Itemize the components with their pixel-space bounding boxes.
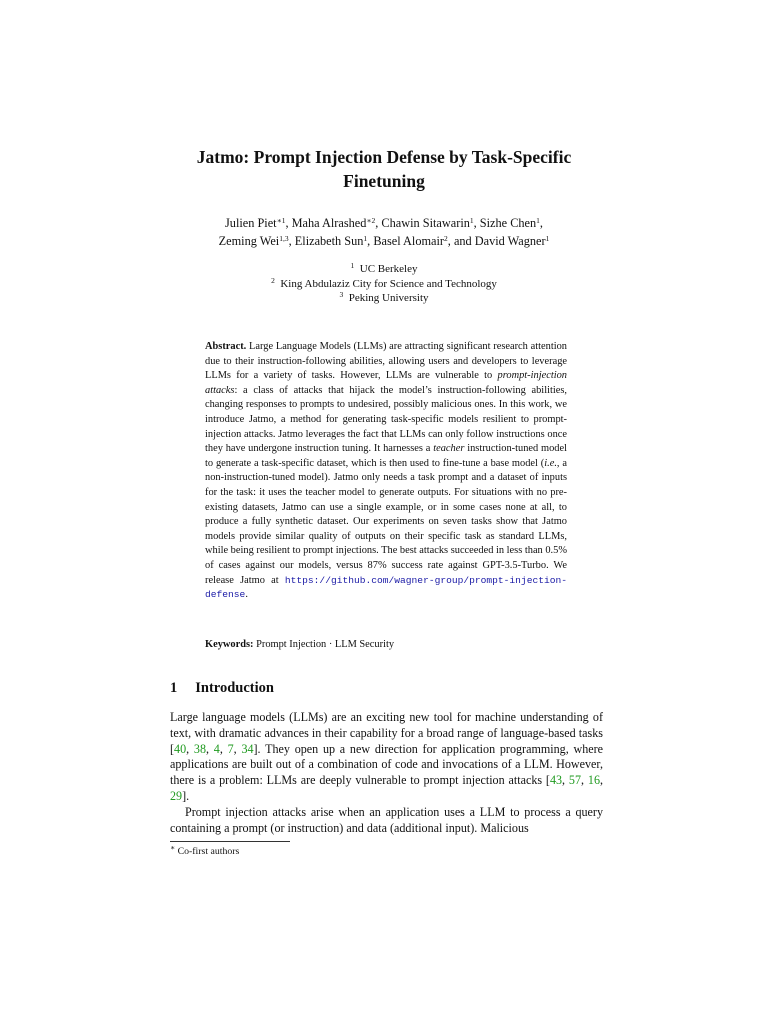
title-line-1: Jatmo: Prompt Injection Defense by Task-Specific (196, 147, 572, 167)
affiliation-mark: 3 (339, 290, 344, 299)
author-name: Julien Piet (225, 216, 277, 230)
section-title: Introduction (195, 680, 274, 696)
intro-text: ]. (182, 788, 190, 803)
affiliation-name: King Abdulaziz City for Science and Technology (280, 277, 497, 290)
affiliation-list (0, 262, 768, 306)
footnote-mark: ∗ (170, 843, 176, 852)
affiliation-mark: 2 (271, 275, 275, 285)
author-list (0, 214, 768, 250)
abstract-label: Abstract. (205, 341, 247, 352)
citation-link[interactable]: 43 (549, 773, 563, 788)
affiliation-name: UC Berkeley (359, 263, 418, 275)
intro-paragraph-1: Large language models (LLMs) are an exciting new tool for machine understanding of text, with dramatic advances in their capability for a broad range of language-based tasks [40, 38, 4, 7, 34]. They open up a new direction for application programming, where applications are built out of a combination of code and invocations of a LLM. However, there is a problem: LLMs are deeply vulnerable to prompt injection attacks [43, 57, 16, 29]. (170, 710, 604, 803)
affiliation (0, 262, 768, 277)
author-affil-mark: 1 (536, 216, 540, 225)
footnote-text: Co-first authors (177, 846, 240, 857)
author-line-1: Julien Piet$^{∗1}$, Maha Alrashed$^{∗2}$, Chawin Sitawarin$^1$, Sizhe Chen$^1$, (225, 216, 543, 230)
citation-link[interactable]: 40 (174, 741, 187, 756)
author-affil-mark: ∗1 (276, 216, 286, 225)
abstract-emphasis: teacher (433, 443, 465, 455)
abstract-text: Large Language Models (LLMs) are attracting significant research attention due to their instruction-following abilities, allowing users and developers to leverage LLMs for a variety of tasks. However, LLMs are vulnerable to (205, 341, 567, 382)
citation-link[interactable]: 7 (227, 741, 234, 756)
abstract-end: . (245, 589, 248, 601)
section-heading (170, 678, 274, 698)
author-name: Basel Alomair (373, 234, 445, 248)
author-name: Zeming Wei (218, 234, 280, 248)
repo-link[interactable]: https://github.com/wagner-group/prompt-injection-defense (205, 574, 567, 601)
author-conjunction: and (453, 234, 472, 248)
author-affil-mark: 1 (545, 234, 550, 243)
intro-body (170, 710, 603, 836)
author-affil-mark: 1 (469, 216, 474, 225)
keywords (205, 638, 567, 652)
intro-text: Large language models (LLMs) are an exciting new tool for machine understanding of text, with dramatic advances in their capability for a broad range of language-based tasks [ (170, 710, 603, 756)
author-name: David Wagner (474, 234, 546, 248)
intro-text: ]. They open up a new direction for application programming, where applications are built out of a combination of code and invocations of a LLM. However, there is a problem: LLMs are deeply vulnerable to prompt injection attacks [ (170, 741, 604, 788)
paper-title (0, 145, 768, 193)
author-affil-mark: 1,3 (279, 234, 289, 243)
citation-link[interactable]: 4 (213, 741, 220, 756)
abstract-text: instruction-tuned model to generate a task-specific dataset, which is then used to fine-tune a base model ( (205, 443, 567, 469)
citation-link[interactable]: 34 (241, 741, 254, 756)
keywords-label: Keywords: (205, 639, 254, 650)
abstract-text: , a non-instruction-tuned model). Jatmo only needs a task prompt and a dataset of inputs for the task: it uses the teacher model to generate outputs. For situations with no pre-existing datasets, Jatmo can use a single example, or in some cases none at all, to produce a fully synthetic dataset. Our experiments on seven tasks show that Jatmo models provide similar quality of outputs on their specific task as standard LLMs, while being resilient to prompt injections. The best attacks succeeded in less than 0.5% of cases against our models, versus 87% success rate against GPT-3.5-Turbo. We release Jatmo at (205, 457, 567, 586)
author-name: Elizabeth Sun (294, 234, 364, 248)
author-name: Sizhe Chen (479, 216, 537, 230)
footnote-rule (170, 841, 290, 842)
keywords-text: Prompt Injection · LLM Security (256, 639, 395, 650)
abstract-emphasis: i.e. (544, 457, 557, 469)
affiliation-name: Peking University (348, 292, 429, 304)
citation-link[interactable]: 16 (587, 773, 600, 788)
affiliation-mark: 1 (350, 261, 355, 270)
author-affil-mark: ∗2 (366, 216, 376, 225)
author-name: Maha Alrashed (291, 216, 367, 230)
author-affil-mark: 2 (444, 234, 448, 243)
section-number: 1 (170, 680, 178, 696)
affiliation (0, 291, 768, 306)
affiliation (0, 277, 768, 292)
abstract-text: : a class of attacks that hijack the model’s instruction-following abilities, changing responses to prompts to undesired, possibly malicious ones. In this work, we introduce Jatmo, a method for generating task-specific models resilient to prompt-injection attacks. Jatmo leverages the fact that LLMs can only follow instructions once they have undergone instruction tuning. It harnesses a (205, 384, 567, 455)
abstract (205, 340, 567, 603)
title-line-2: Finetuning (343, 171, 425, 191)
intro-paragraph-2: Prompt injection attacks arise when an application uses a LLM to process a query containing a prompt (or instruction) and data (additional input). Malicious (170, 804, 603, 835)
author-name: Chawin Sitawarin (381, 216, 470, 230)
footnote (170, 845, 239, 858)
citation-link[interactable]: 29 (170, 788, 183, 803)
citation-link[interactable]: 57 (568, 773, 582, 788)
citation-link[interactable]: 38 (193, 741, 206, 756)
author-line-2: Zeming Wei$^{1,3}$, Elizabeth Sun$^1$, Basel Alomair$^2$, and David Wagner$^1$ (218, 234, 550, 248)
author-affil-mark: 1 (363, 234, 368, 243)
abstract-emphasis: prompt-injection attacks (205, 370, 567, 396)
